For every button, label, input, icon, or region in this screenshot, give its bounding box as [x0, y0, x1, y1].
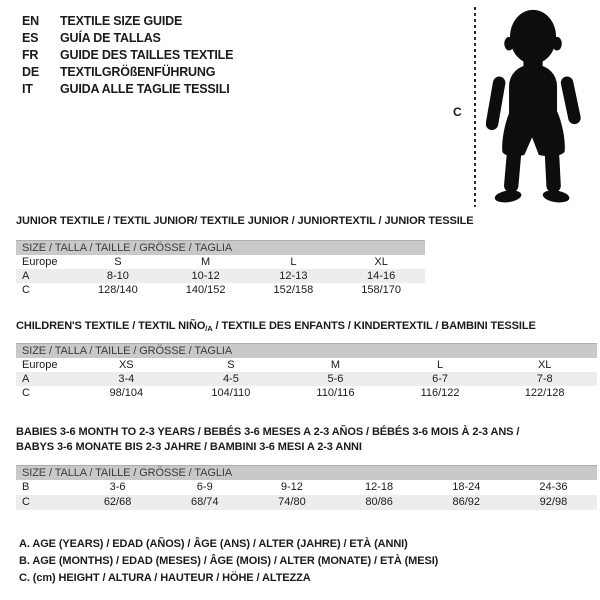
size-cell: 12-13: [279, 270, 308, 282]
size-cell: 8-10: [106, 270, 129, 282]
size-cell: XS: [118, 359, 134, 371]
size-cell: 86/92: [452, 496, 481, 508]
size-cell: 14-16: [367, 270, 396, 282]
size-cell: 152/158: [273, 284, 314, 296]
size-cell: 116/122: [420, 387, 460, 399]
size-cell: S: [114, 256, 122, 268]
note-age-years: A. AGE (YEARS) / EDAD (AÑOS) / ÂGE (ANS) / ALTER (JAHRE) / ETÀ (ANNI): [19, 538, 408, 550]
row-label: C: [22, 284, 30, 296]
lang-row-de: [22, 64, 233, 81]
row-label: C: [22, 496, 30, 508]
size-cell: 3-6: [109, 481, 126, 493]
size-cell: 140/152: [185, 284, 226, 296]
size-cell: 128/140: [97, 284, 138, 296]
size-cell: S: [227, 359, 235, 371]
babies-title-line2: BABYS 3-6 MONATE BIS 2-3 JAHRE / BAMBINI 3-6 MESI A 2-3 ANNI: [16, 441, 362, 453]
lang-code: ES: [22, 31, 39, 45]
children-title-text: / TEXTILE DES ENFANTS / KINDERTEXTIL / BAMBINI TESSILE: [212, 320, 536, 332]
note-height: C. (cm) HEIGHT / ALTURA / HAUTEUR / HÖHE / ALTEZZA: [19, 572, 311, 584]
row-label: A: [22, 373, 30, 385]
children-title-text: CHILDREN'S TEXTILE / TEXTIL NIÑO: [16, 320, 206, 332]
row-label: C: [22, 387, 30, 399]
size-cell: L: [437, 359, 444, 371]
size-cell: 110/116: [316, 387, 355, 399]
size-cell: 98/104: [109, 387, 144, 399]
size-cell: M: [201, 256, 211, 268]
size-cell: 158/170: [361, 284, 401, 296]
row-label: A: [22, 270, 30, 282]
lang-title: TEXTILE SIZE GUIDE: [60, 14, 183, 28]
size-cell: 9-12: [280, 481, 303, 493]
row-label: Europe: [22, 256, 58, 268]
size-header-bar: SIZE / TALLA / TAILLE / GRÖSSE / TAGLIA: [16, 240, 425, 255]
table-row-age-years: [16, 372, 597, 386]
size-cell: 92/98: [539, 496, 568, 508]
size-cell: L: [290, 256, 297, 268]
size-cell: 10-12: [191, 270, 220, 282]
lang-title: GUIDE DES TAILLES TEXTILE: [60, 48, 234, 62]
lang-title: GUIDA ALLE TAGLIE TESSILI: [60, 82, 230, 96]
table-row-age-months: [16, 480, 597, 495]
size-cell: 12-18: [365, 481, 394, 493]
size-cell: M: [330, 359, 341, 371]
lang-row-es: [22, 30, 233, 47]
row-label: B: [22, 481, 30, 493]
junior-size-table: [16, 240, 425, 297]
lang-row-en: [22, 13, 233, 30]
height-dashed-line: [474, 7, 476, 207]
table-row-height: [16, 495, 597, 510]
lang-code: IT: [22, 82, 33, 96]
size-cell: 104/110: [211, 387, 251, 399]
table-row-europe: [16, 255, 425, 269]
size-header-bar: SIZE / TALLA / TAILLE / GRÖSSE / TAGLIA: [16, 465, 597, 480]
size-cell: 4-5: [222, 373, 239, 385]
size-cell: XL: [374, 256, 388, 268]
size-cell: XL: [537, 359, 552, 371]
babies-table-title: [16, 425, 519, 455]
size-cell: 68/74: [190, 496, 219, 508]
note-age-months: B. AGE (MONTHS) / EDAD (MESES) / ÂGE (MOIS) / ALTER (MONATE) / ETÀ (MESI): [19, 555, 439, 567]
size-cell: 6-9: [196, 481, 213, 493]
lang-row-it: [22, 81, 233, 98]
table-row-height: [16, 386, 597, 400]
children-title-subscript: /A: [205, 324, 213, 333]
babies-title-line1: BABIES 3-6 MONTH TO 2-3 YEARS / BEBÉS 3-6 MESES A 2-3 AÑOS / BÉBÉS 3-6 MOIS À 2-3 ANS /: [16, 426, 520, 438]
row-label: Europe: [22, 359, 58, 371]
lang-row-fr: [22, 47, 233, 64]
size-cell: 5-6: [327, 373, 344, 385]
size-cell: 80/86: [365, 496, 393, 508]
table-row-height: [16, 283, 425, 297]
size-cell: 24-36: [539, 481, 568, 493]
size-cell: 74/80: [278, 496, 306, 508]
height-measure-label: C: [453, 105, 462, 119]
legend-notes: [19, 536, 438, 587]
lang-code: FR: [22, 48, 39, 62]
babies-size-table: [16, 465, 597, 510]
children-size-table: [16, 343, 597, 400]
lang-code: DE: [22, 65, 39, 79]
size-cell: 6-7: [432, 373, 449, 385]
lang-code: EN: [22, 14, 39, 28]
size-cell: 62/68: [103, 496, 132, 508]
children-table-title: [16, 320, 536, 333]
size-cell: 18-24: [452, 481, 481, 493]
size-header-bar: SIZE / TALLA / TAILLE / GRÖSSE / TAGLIA: [16, 343, 597, 358]
size-cell: 3-4: [118, 373, 135, 385]
junior-table-title: JUNIOR TEXTILE / TEXTIL JUNIOR/ TEXTILE JUNIOR / JUNIORTEXTIL / JUNIOR TESSILE: [16, 215, 474, 227]
baby-silhouette-icon: [486, 5, 582, 208]
lang-title: GUÍA DE TALLAS: [60, 31, 161, 45]
size-cell: 122/128: [524, 387, 565, 399]
table-row-age-years: [16, 269, 425, 283]
lang-title: TEXTILGRÖßENFÜHRUNG: [60, 65, 216, 79]
language-legend: [22, 13, 233, 98]
size-cell: 7-8: [536, 373, 553, 385]
table-row-europe: [16, 358, 597, 372]
